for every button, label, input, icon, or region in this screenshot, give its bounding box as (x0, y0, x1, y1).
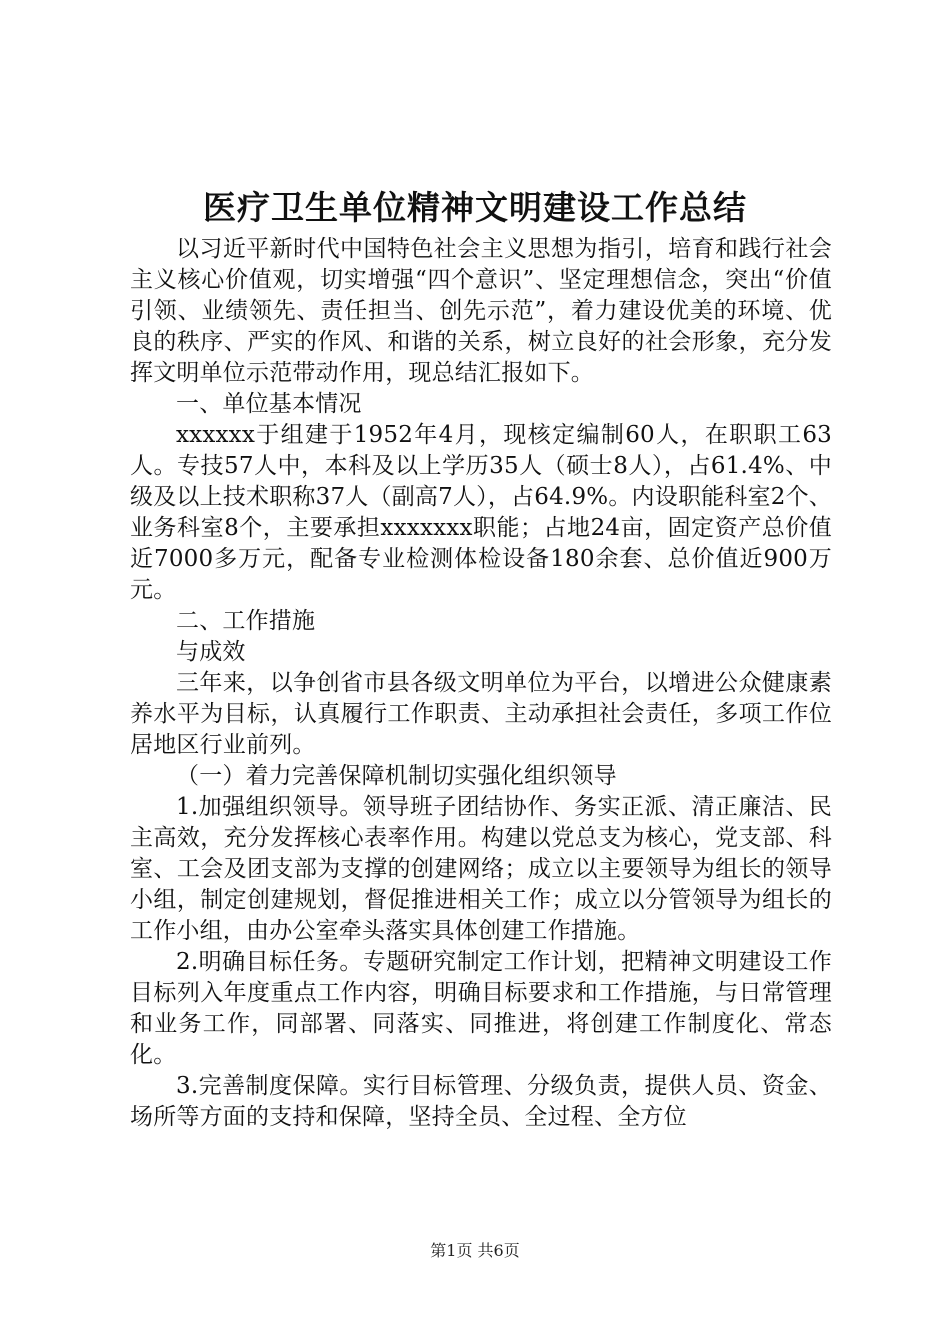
paragraph-basic-info: xxxxxx于组建于1952年4月，现核定编制60人，在职职工63人。专技57人中，本科及以上学历35人（硕士8人），占61.4%、中级及以上技术职称37人（副高7人），占64.9%。内设职能科室2个、业务科室8个，主要承担xxxxxxx职能；占地24亩，固定资产总价值近7000多万元，配备专业检测体检设备180余套、总价值近900万元。 (130, 422, 832, 603)
paragraph-item-2: 2.明确目标任务。专题研究制定工作计划，把精神文明建设工作目标列入年度重点工作内容，明确目标要求和工作措施，与日常管理和业务工作，同部署、同落实、同推进，将创建工作制度化、常态化。 (130, 949, 832, 1068)
document-title: 医疗卫生单位精神文明建设工作总结 (203, 188, 747, 227)
document-body (130, 234, 832, 1133)
paragraph-intro: 以习近平新时代中国特色社会主义思想为指引，培育和践行社会主义核心价值观，切实增强“四个意识”、坚定理想信念，突出“价值引领、业绩领先、责任担当、创先示范”，着力建设优美的环境、优良的秩序、严实的作风、和谐的关系，树立良好的社会形象，充分发挥文明单位示范带动作用，现总结汇报如下。 (130, 236, 832, 386)
paragraph-item-3: 3.完善制度保障。实行目标管理、分级负责，提供人员、资金、场所等方面的支持和保障，坚持全员、全过程、全方位 (130, 1073, 832, 1130)
paragraph-item-1: 1.加强组织领导。领导班子团结协作、务实正派、清正廉洁、民主高效，充分发挥核心表率作用。构建以党总支为核心，党支部、科室、工会及团支部为支撑的创建网络；成立以主要领导为组长的领导小组，制定创建规划，督促推进相关工作；成立以分管领导为组长的工作小组，由办公室牵头落实具体创建工作措施。 (130, 794, 832, 944)
heading-section-2: 二、工作措施 (176, 608, 316, 634)
heading-section-2-continued: 与成效 (176, 639, 246, 665)
heading-section-1: 一、单位基本情况 (176, 391, 362, 417)
heading-subsection-1: （一）着力完善保障机制切实强化组织领导 (176, 763, 617, 789)
paragraph-achievements: 三年来，以争创省市县各级文明单位为平台，以增进公众健康素养水平为目标，认真履行工作职责、主动承担社会责任，多项工作位居地区行业前列。 (130, 670, 832, 758)
page-number: 第1页 共6页 (430, 1241, 520, 1260)
